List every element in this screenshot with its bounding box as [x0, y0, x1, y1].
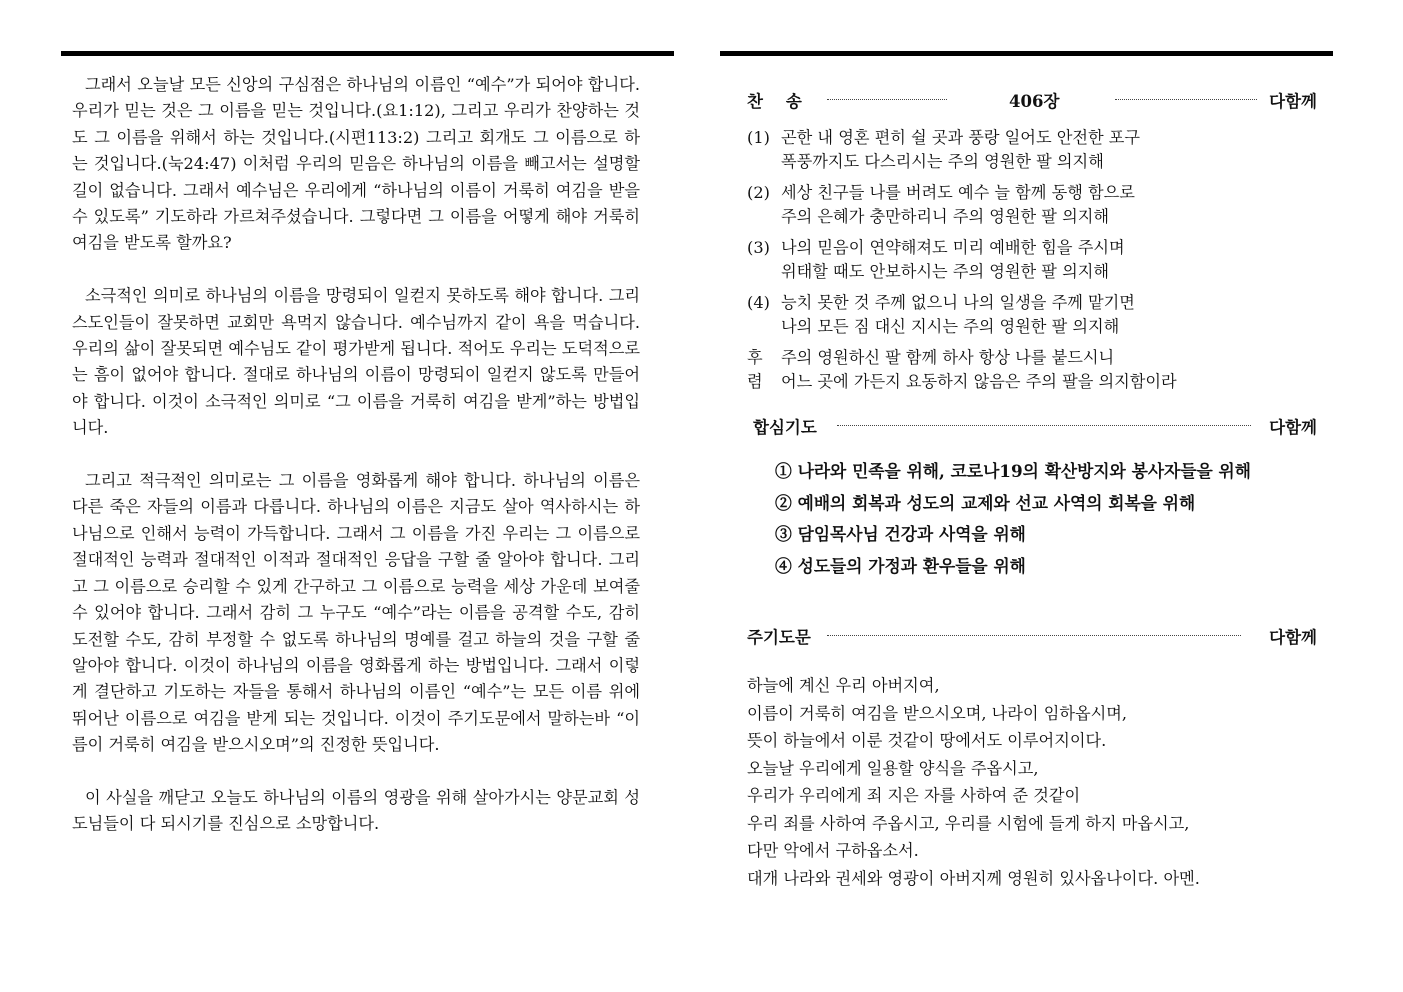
prayer-header — [753, 410, 1317, 440]
lords-prayer-header — [747, 620, 1317, 650]
left-top-rule — [61, 51, 674, 56]
lords-prayer-dots — [827, 635, 1241, 636]
verse-number: (1) — [747, 128, 770, 147]
prayer-label: 합심기도 — [753, 414, 817, 438]
lords-prayer-line: 이름이 거룩히 여김을 받으시오며, 나라이 임하옵시며, — [747, 703, 1128, 723]
sermon-paragraph-1: 그래서 오늘날 모든 신앙의 구심점은 하나님의 이름인 “예수”가 되어야 합니다. 우리가 믿는 것은 그 이름을 믿는 것입니다.(요1:12), 그리고 우리가 찬양하는 것도 그 이름을 위해서 하는 것입니다.(시편113:2) 그리고 회개도 그 이름으로 하는 것입니다.(눅24:47) 이처럼 우리의 믿음은 하나님의 이름을 빼고서는 설명할 길이 없습니다. 그래서 예수님은 우리에게 “하나님의 이름이 거룩히 여김을 받을 수 있도록” 기도하라 가르쳐주셨습니다. 그렇다면 그 이름을 어떻게 해야 거룩히 여김을 받도록 할까요? — [72, 75, 640, 253]
lords-prayer-line: 우리 죄를 사하여 주옵시고, 우리를 시험에 들게 하지 마옵시고, — [747, 813, 1190, 833]
chorus-line: 어느 곳에 가든지 요동하지 않음은 주의 팔을 의지함이라 — [781, 372, 1177, 391]
verse-line: 나의 모든 짐 대신 지시는 주의 영원한 팔 의지해 — [781, 317, 1120, 336]
hymn-verse — [747, 126, 1317, 174]
lords-prayer-line: 뜻이 하늘에서 이룬 것같이 땅에서도 이루어지이다. — [747, 731, 1107, 750]
verse-line: 능치 못한 것 주께 없으니 나의 일생을 주께 맡기면 — [781, 293, 1135, 312]
lords-prayer-label: 주기도문 — [747, 624, 811, 648]
hymn-dots-right — [1115, 99, 1257, 100]
verse-line: 폭풍까지도 다스리시는 주의 영원한 팔 의지해 — [781, 152, 1104, 171]
verse-line: 세상 친구들 나를 버려도 예수 늘 함께 동행 함으로 — [781, 183, 1135, 202]
hymn-label: 찬 송 — [747, 88, 802, 112]
hymn-number: 406장 — [1009, 92, 1060, 111]
chorus-line: 주의 영원하신 팔 함께 하사 항상 나를 붙드시니 — [781, 348, 1115, 367]
prayer-item: ② 예배의 회복과 성도의 교제와 선교 사역의 회복을 위해 — [775, 492, 1196, 513]
lords-prayer-line: 오늘날 우리에게 일용할 양식을 주옵시고, — [747, 758, 1039, 778]
lords-prayer-line: 하늘에 계신 우리 아버지여, — [747, 676, 940, 695]
lords-prayer-line: 우리가 우리에게 죄 지은 자를 사하여 준 것같이 — [747, 786, 1081, 805]
lords-prayer-line: 다만 악에서 구하옵소서. — [747, 841, 919, 860]
hymn-chorus — [747, 346, 1317, 394]
worship-order — [747, 84, 1317, 892]
hymn-who: 다함께 — [1269, 92, 1317, 111]
sermon-paragraph-4: 이 사실을 깨닫고 오늘도 하나님의 이름의 영광을 위해 살아가시는 양문교회 성도님들이 다 되시기를 진심으로 소망합니다. — [72, 787, 640, 834]
verse-line: 주의 은혜가 충만하리니 주의 영원한 팔 의지해 — [781, 207, 1109, 226]
chorus-label: 렴 — [747, 372, 763, 391]
lords-prayer-text — [747, 672, 1317, 892]
verse-line: 위태할 때도 안보하시는 주의 영원한 팔 의지해 — [781, 262, 1109, 281]
prayer-list — [747, 456, 1317, 582]
lords-prayer-who: 다함께 — [1269, 628, 1317, 647]
right-top-rule — [720, 51, 1333, 56]
hymn-dots-left — [827, 99, 947, 100]
verse-number: (3) — [747, 238, 770, 257]
chorus-label: 후 — [747, 348, 763, 367]
sermon-paragraph-3: 그리고 적극적인 의미로는 그 이름을 영화롭게 해야 합니다. 하나님의 이름은 다른 죽은 자들의 이름과 다릅니다. 하나님의 이름은 지금도 살아 역사하시는 하나님으로 인해서 능력이 가득합니다. 그래서 그 이름을 가진 우리는 그 이름으로 절대적인 능력과 절대적인 이적과 절대적인 응답을 구할 줄 알아야 합니다. 그리고 그 이름으로 승리할 수 있게 간구하고 그 이름으로 능력을 세상 가운데 보여줄 수 있어야 합니다. 그래서 감히 그 누구도 “예수”라는 이름을 공격할 수도, 감히 도전할 수도, 감히 부정할 수 없도록 하나님의 명예를 걸고 하늘의 것을 구할 줄 알아야 합니다. 이것이 하나님의 이름을 영화롭게 하는 방법입니다. 그래서 이렇게 결단하고 기도하는 자들을 통해서 하나님의 이름인 “예수”는 모든 이름 위에 뛰어난 이름으로 여김을 받게 되는 것입니다. 이것이 주기도문에서 말하는바 “이름이 거룩히 여김을 받으시오며”의 진정한 뜻입니다. — [72, 471, 640, 755]
hymn-verse — [747, 291, 1317, 339]
verse-number: (2) — [747, 183, 770, 202]
hymn-header — [747, 84, 1317, 114]
hymn-verse — [747, 181, 1317, 229]
prayer-item: ③ 담임목사님 건강과 사역을 위해 — [775, 524, 1026, 544]
prayer-item: ① 나라와 민족을 위해, 코로나19의 확산방지와 봉사자들을 위해 — [775, 461, 1251, 481]
verse-line: 나의 믿음이 연약해져도 미리 예배한 힘을 주시며 — [781, 238, 1125, 257]
prayer-who: 다함께 — [1269, 418, 1317, 437]
sermon-text — [72, 72, 640, 864]
verse-number: (4) — [747, 293, 770, 312]
prayer-dots — [837, 425, 1251, 426]
prayer-item: ④ 성도들의 가정과 환우들을 위해 — [775, 555, 1026, 576]
sermon-paragraph-2: 소극적인 의미로 하나님의 이름을 망령되이 일컫지 못하도록 해야 합니다. 그리스도인들이 잘못하면 교회만 욕먹지 않습니다. 예수님까지 같이 욕을 먹습니다. 우리의 삶이 잘못되면 예수님도 같이 평가받게 됩니다. 적어도 우리는 도덕적으로는 흠이 없어야 합니다. 절대로 하나님의 이름이 망령되이 일컫지 않도록 만들어야 합니다. 이것이 소극적인 의미로 “그 이름을 거룩히 여김을 받게”하는 방법입니다. — [72, 286, 640, 438]
lords-prayer-line: 대개 나라와 권세와 영광이 아버지께 영원히 있사옵나이다. 아멘. — [747, 868, 1200, 888]
verse-line: 곤한 내 영혼 편히 쉴 곳과 풍랑 일어도 안전한 포구 — [781, 128, 1141, 147]
hymn-verse — [747, 236, 1317, 284]
